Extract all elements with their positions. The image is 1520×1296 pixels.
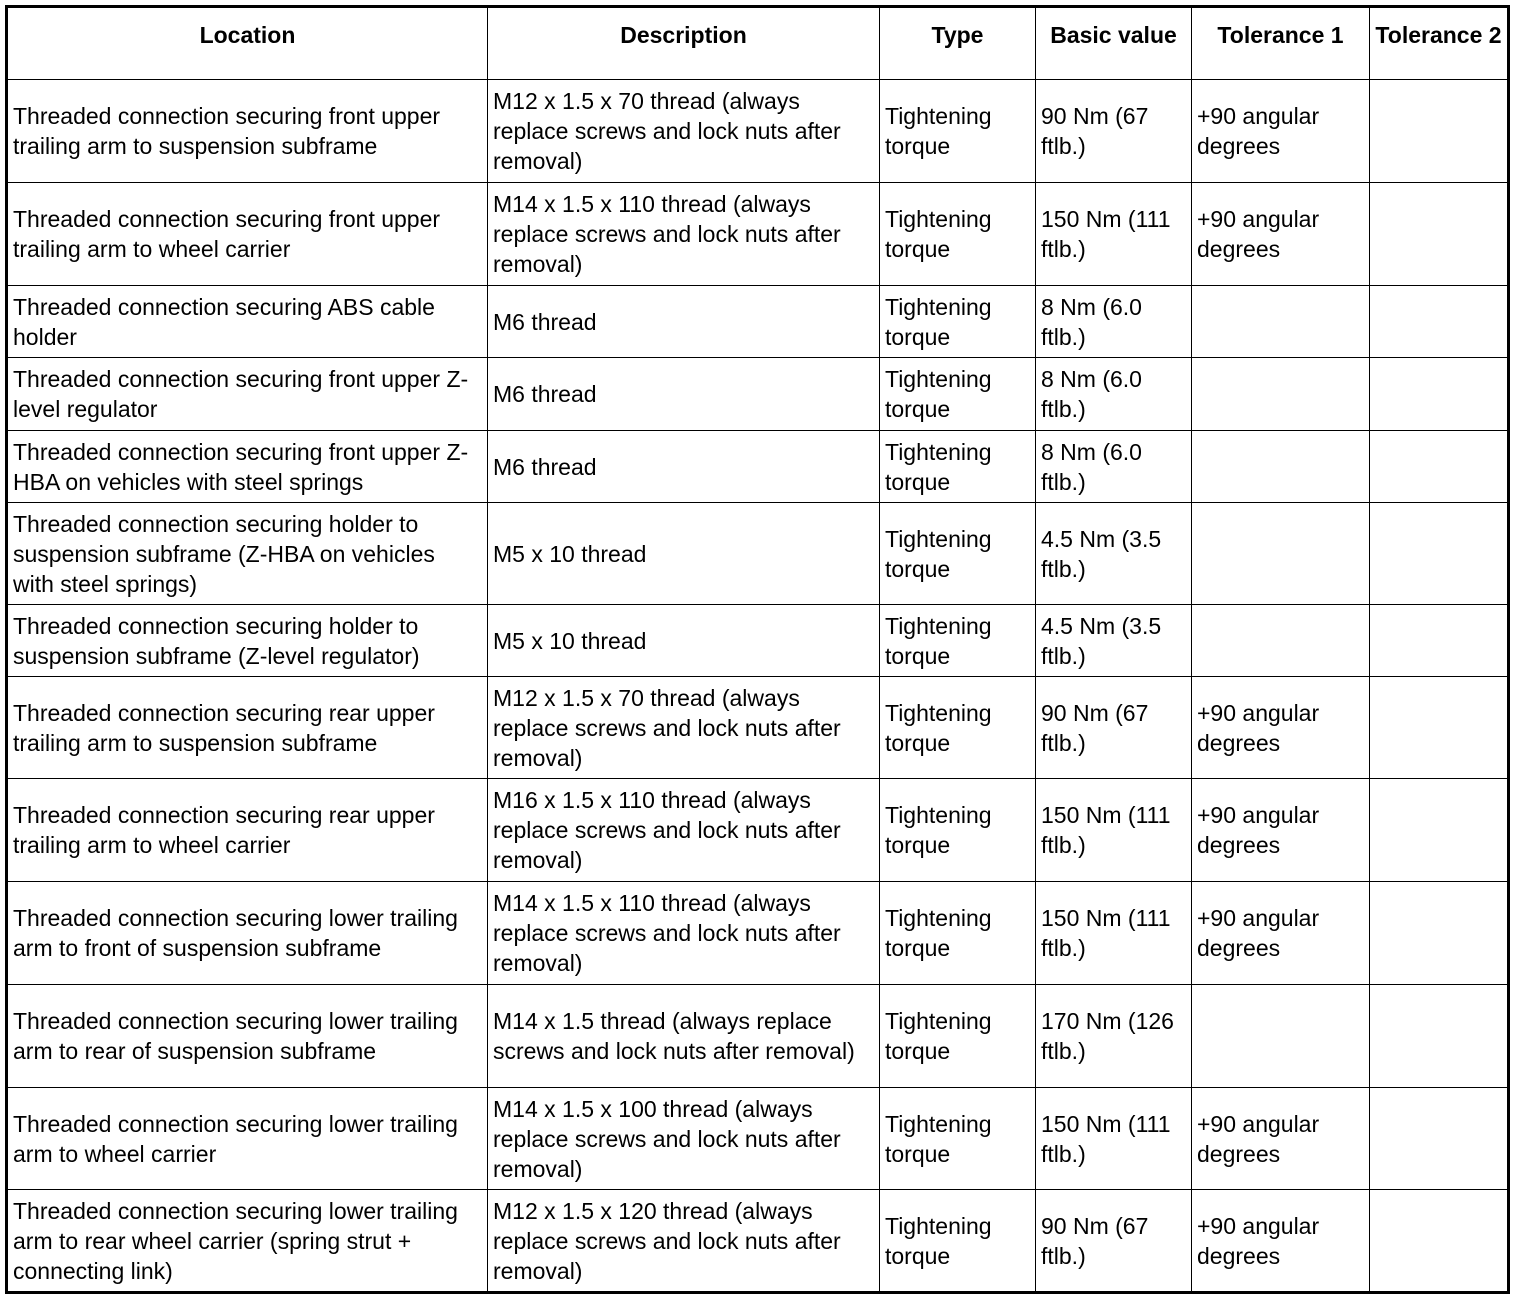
table-row: [7, 431, 1509, 503]
cell-basic-value: 150 Nm (111 ftlb.): [1036, 1088, 1192, 1190]
cell-description: M14 x 1.5 x 100 thread (always replace screws and lock nuts after removal): [488, 1088, 880, 1190]
cell-tolerance-2: [1370, 1190, 1509, 1293]
cell-tolerance-2: [1370, 431, 1509, 503]
cell-tolerance-1: [1192, 985, 1370, 1088]
cell-location: Threaded connection securing holder to suspension subframe (Z-HBA on vehicles with steel springs): [7, 503, 488, 605]
cell-description: M14 x 1.5 x 110 thread (always replace screws and lock nuts after removal): [488, 882, 880, 985]
cell-tolerance-1: +90 angular degrees: [1192, 80, 1370, 183]
cell-description: M12 x 1.5 x 120 thread (always replace screws and lock nuts after removal): [488, 1190, 880, 1293]
cell-tolerance-2: [1370, 779, 1509, 882]
cell-type: Tightening torque: [880, 431, 1036, 503]
header-tolerance-2: Tolerance 2: [1370, 7, 1509, 80]
cell-tolerance-2: [1370, 80, 1509, 183]
cell-tolerance-1: [1192, 605, 1370, 677]
cell-type: Tightening torque: [880, 358, 1036, 431]
table-row: [7, 286, 1509, 358]
cell-location: Threaded connection securing rear upper trailing arm to wheel carrier: [7, 779, 488, 882]
cell-type: Tightening torque: [880, 183, 1036, 286]
cell-tolerance-2: [1370, 677, 1509, 779]
cell-location: Threaded connection securing front upper Z-HBA on vehicles with steel springs: [7, 431, 488, 503]
cell-description: M16 x 1.5 x 110 thread (always replace screws and lock nuts after removal): [488, 779, 880, 882]
cell-basic-value: 8 Nm (6.0 ftlb.): [1036, 286, 1192, 358]
cell-location: Threaded connection securing ABS cable holder: [7, 286, 488, 358]
table-row: [7, 358, 1509, 431]
cell-description: M6 thread: [488, 431, 880, 503]
cell-tolerance-2: [1370, 882, 1509, 985]
header-basic-value: Basic value: [1036, 7, 1192, 80]
cell-tolerance-2: [1370, 1088, 1509, 1190]
header-location: Location: [7, 7, 488, 80]
cell-type: Tightening torque: [880, 779, 1036, 882]
cell-type: Tightening torque: [880, 605, 1036, 677]
cell-location: Threaded connection securing lower trailing arm to front of suspension subframe: [7, 882, 488, 985]
cell-tolerance-2: [1370, 286, 1509, 358]
cell-location: Threaded connection securing front upper trailing arm to suspension subframe: [7, 80, 488, 183]
cell-basic-value: 4.5 Nm (3.5 ftlb.): [1036, 503, 1192, 605]
cell-location: Threaded connection securing front upper trailing arm to wheel carrier: [7, 183, 488, 286]
cell-type: Tightening torque: [880, 80, 1036, 183]
cell-location: Threaded connection securing lower trailing arm to wheel carrier: [7, 1088, 488, 1190]
table-row: [7, 80, 1509, 183]
cell-tolerance-2: [1370, 358, 1509, 431]
cell-location: Threaded connection securing front upper Z-level regulator: [7, 358, 488, 431]
cell-location: Threaded connection securing lower trailing arm to rear of suspension subframe: [7, 985, 488, 1088]
cell-tolerance-1: +90 angular degrees: [1192, 1190, 1370, 1293]
header-description: Description: [488, 7, 880, 80]
cell-basic-value: 150 Nm (111 ftlb.): [1036, 779, 1192, 882]
table-row: [7, 677, 1509, 779]
cell-tolerance-1: [1192, 503, 1370, 605]
cell-description: M6 thread: [488, 286, 880, 358]
cell-tolerance-1: [1192, 286, 1370, 358]
cell-tolerance-1: +90 angular degrees: [1192, 1088, 1370, 1190]
cell-description: M12 x 1.5 x 70 thread (always replace screws and lock nuts after removal): [488, 80, 880, 183]
cell-basic-value: 150 Nm (111 ftlb.): [1036, 882, 1192, 985]
table-row: [7, 985, 1509, 1088]
cell-description: M12 x 1.5 x 70 thread (always replace screws and lock nuts after removal): [488, 677, 880, 779]
cell-description: M5 x 10 thread: [488, 503, 880, 605]
cell-basic-value: 170 Nm (126 ftlb.): [1036, 985, 1192, 1088]
table-header-row: [7, 7, 1509, 80]
cell-type: Tightening torque: [880, 1088, 1036, 1190]
cell-basic-value: 150 Nm (111 ftlb.): [1036, 183, 1192, 286]
cell-basic-value: 8 Nm (6.0 ftlb.): [1036, 358, 1192, 431]
table-row: [7, 1190, 1509, 1293]
cell-basic-value: 8 Nm (6.0 ftlb.): [1036, 431, 1192, 503]
cell-basic-value: 90 Nm (67 ftlb.): [1036, 1190, 1192, 1293]
cell-location: Threaded connection securing lower trailing arm to rear wheel carrier (spring strut + connecting link): [7, 1190, 488, 1293]
table-row: [7, 882, 1509, 985]
table-row: [7, 183, 1509, 286]
cell-tolerance-2: [1370, 985, 1509, 1088]
cell-description: M6 thread: [488, 358, 880, 431]
cell-location: Threaded connection securing rear upper trailing arm to suspension subframe: [7, 677, 488, 779]
header-tolerance-1: Tolerance 1: [1192, 7, 1370, 80]
cell-tolerance-2: [1370, 605, 1509, 677]
cell-tolerance-1: [1192, 358, 1370, 431]
cell-tolerance-2: [1370, 503, 1509, 605]
cell-location: Threaded connection securing holder to suspension subframe (Z-level regulator): [7, 605, 488, 677]
cell-tolerance-1: +90 angular degrees: [1192, 882, 1370, 985]
cell-type: Tightening torque: [880, 503, 1036, 605]
cell-type: Tightening torque: [880, 677, 1036, 779]
cell-basic-value: 90 Nm (67 ftlb.): [1036, 677, 1192, 779]
cell-type: Tightening torque: [880, 1190, 1036, 1293]
cell-tolerance-2: [1370, 183, 1509, 286]
cell-basic-value: 4.5 Nm (3.5 ftlb.): [1036, 605, 1192, 677]
table-row: [7, 779, 1509, 882]
cell-description: M5 x 10 thread: [488, 605, 880, 677]
cell-tolerance-1: [1192, 431, 1370, 503]
cell-type: Tightening torque: [880, 286, 1036, 358]
cell-type: Tightening torque: [880, 882, 1036, 985]
header-type: Type: [880, 7, 1036, 80]
table-row: [7, 503, 1509, 605]
cell-tolerance-1: +90 angular degrees: [1192, 779, 1370, 882]
cell-type: Tightening torque: [880, 985, 1036, 1088]
table-row: [7, 1088, 1509, 1190]
cell-tolerance-1: +90 angular degrees: [1192, 677, 1370, 779]
torque-spec-table: [5, 5, 1510, 1294]
cell-description: M14 x 1.5 x 110 thread (always replace screws and lock nuts after removal): [488, 183, 880, 286]
cell-tolerance-1: +90 angular degrees: [1192, 183, 1370, 286]
cell-description: M14 x 1.5 thread (always replace screws and lock nuts after removal): [488, 985, 880, 1088]
cell-basic-value: 90 Nm (67 ftlb.): [1036, 80, 1192, 183]
table-body: [7, 80, 1509, 1293]
table-row: [7, 605, 1509, 677]
